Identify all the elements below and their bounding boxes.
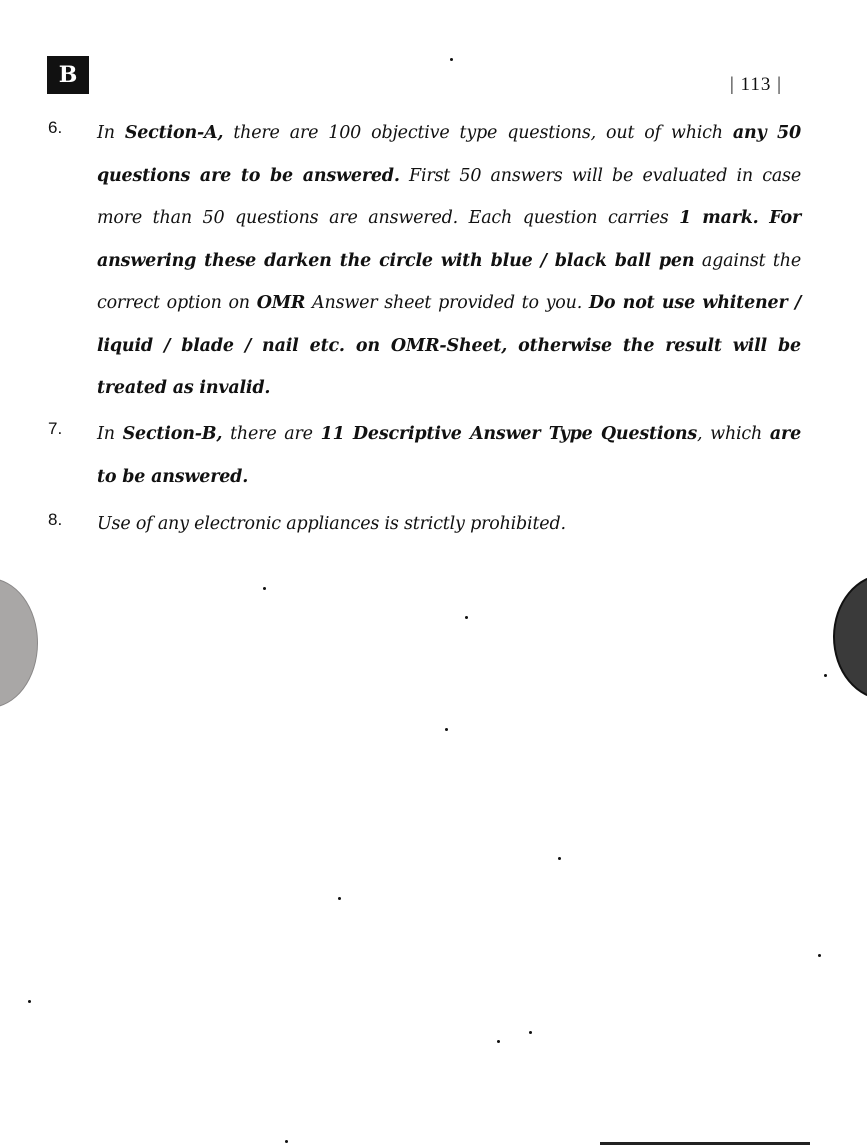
instruction-number: 7. <box>48 419 63 438</box>
bold-text-segment: For answering these darken the circle with blue / black ball pen <box>97 208 801 271</box>
scan-speck <box>497 1040 500 1043</box>
bold-text-segment: any 50 questions are to be answered. <box>97 123 802 186</box>
text-segment: there are 100 objective type questions, out of which <box>223 123 733 143</box>
scan-speck <box>465 616 468 619</box>
text-segment: Use of any electronic appliances is strictly prohibited. <box>97 514 566 534</box>
text-segment: Answer sheet provided to you. <box>305 293 589 313</box>
instruction-text <box>97 112 801 410</box>
scan-speck <box>824 674 827 677</box>
page-number: | 113 | <box>730 74 782 95</box>
bold-text-segment: Section-B, <box>122 424 223 444</box>
text-segment <box>759 208 770 228</box>
punch-hole-right <box>833 574 867 700</box>
scan-speck <box>445 728 448 731</box>
scan-speck <box>529 1031 532 1034</box>
text-segment: First 50 answers will be evaluated in case more than 50 questions are answered. Each question carries <box>97 165 801 228</box>
bold-text-segment: 11 Descriptive Answer Type Questions <box>320 424 698 444</box>
instruction-text <box>97 413 801 498</box>
bold-text-segment: are to be answered. <box>97 424 801 487</box>
scan-speck <box>338 897 341 900</box>
text-segment: there are <box>222 424 321 444</box>
punch-hole-left <box>0 578 38 708</box>
instruction-text <box>97 503 801 546</box>
text-segment: In <box>97 123 125 143</box>
instruction-number: 6. <box>48 118 63 137</box>
scan-speck <box>28 1000 31 1003</box>
scan-speck <box>450 58 453 61</box>
bold-text-segment: 1 mark. <box>679 208 759 228</box>
bold-text-segment: Section-A, <box>124 123 224 143</box>
bold-text-segment: OMR <box>256 293 306 313</box>
instruction-number: 8. <box>48 510 63 529</box>
text-segment: In <box>97 424 123 444</box>
bottom-rule <box>600 1142 810 1145</box>
scan-speck <box>285 1140 288 1143</box>
text-segment: against the correct option on <box>97 250 801 313</box>
scan-speck <box>818 954 821 957</box>
scan-speck <box>558 857 561 860</box>
set-code-badge: B <box>47 56 89 94</box>
scan-speck <box>263 587 266 590</box>
bold-text-segment: Do not use whitener / liquid / blade / nail etc. on OMR-Sheet, otherwise the result will be treated as invalid. <box>97 293 802 398</box>
text-segment: , which <box>697 424 770 444</box>
